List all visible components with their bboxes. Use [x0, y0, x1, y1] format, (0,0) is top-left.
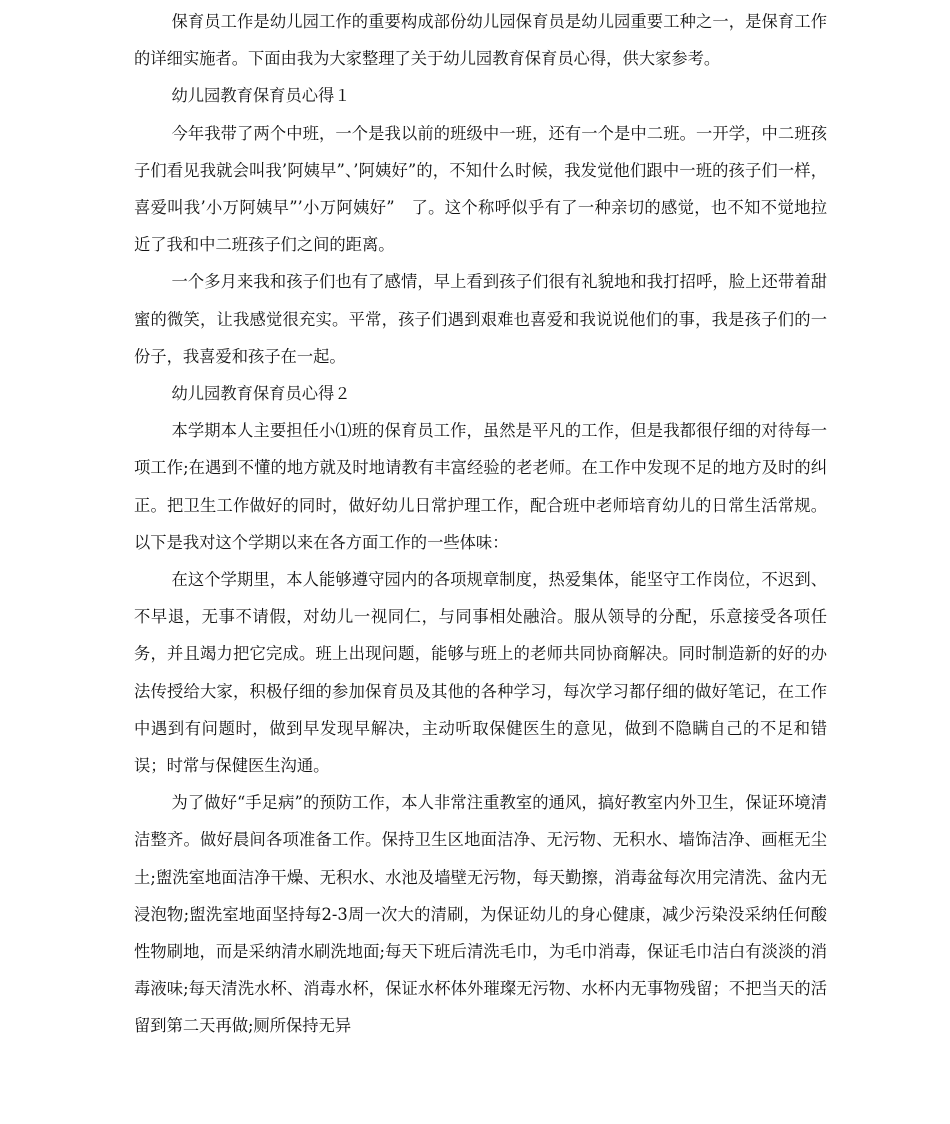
paragraph-4: 在这个学期里，本人能够遵守园内的各项规章制度，热爱集体，能坚守工作岗位，不迟到、不早退，无事不请假，对幼儿一视同仁，与同事相处融洽。服从领导的分配，乐意接受各项任务，并且竭力把它完成。班上出现问题，能够与班上的老师共同协商解决。同时制造新的好的办法传授给大家，积极仔细的参加保育员及其他的各种学习，每次学习都仔细的做好笔记，在工作中遇到有问题时，做到早发现早解决，主动听取保健医生的意见，做到不隐瞒自己的不足和错误；时常与保健医生沟通。: [134, 570, 827, 776]
section-heading-2: 幼儿园教育保育员心得２: [171, 384, 351, 404]
paragraph-2: 一个多月来我和孩子们也有了感情，早上看到孩子们很有礼貌地和我打招呼，脸上还带着甜蜜的微笑，让我感觉很充实。平常，孩子们遇到艰难也喜爱和我说说他们的事，我是孩子们的一份子，我喜爱和孩子在一起。: [134, 272, 827, 366]
intro-paragraph: 保育员工作是幼儿园工作的重要构成部份幼儿园保育员是幼儿园重要工种之一，是保育工作的详细实施者。下面由我为大家整理了关于幼儿园教育保育员心得，供大家参考。: [134, 12, 827, 69]
paragraph-5: 为了做好“手足病”的预防工作，本人非常注重教室的通风，搞好教室内外卫生，保证环境清洁整齐。做好晨间各项准备工作。保持卫生区地面洁净、无污物、无积水、墙饰洁净、画框无尘土;盥洗室地面洁净干燥、无积水、水池及墙壁无污物，每天勤擦，消毒盆每次用完清洗、盆内无浸泡物;盥洗室地面坚持每2-3周一次大的清刷，为保证幼儿的身心健康，减少污染没采纳任何酸性物刷地，而是采纳清水刷洗地面;每天下班后清洗毛巾，为毛巾消毒，保证毛巾洁白有淡淡的消毒液味;每天清洗水杯、消毒水杯，保证水杯体外璀璨无污物、水杯内无事物残留；不把当天的活留到第二天再做;厕所保持无异: [134, 793, 827, 1036]
paragraph-3: 本学期本人主要担任小⑴班的保育员工作，虽然是平凡的工作，但是我都很仔细的对待每一项工作;在遇到不懂的地方就及时地请教有丰富经验的老老师。在工作中发现不足的地方及时的纠正。把卫生工作做好的同时，做好幼儿日常护理工作，配合班中老师培育幼儿的日常生活常规。以下是我对这个学期以来在各方面工作的一些体味：: [134, 421, 827, 552]
paragraph-1: 今年我带了两个中班，一个是我以前的班级中一班，还有一个是中二班。一开学，中二班孩子们看见我就会叫我’阿姨早”、’阿姨好”的，不知什么时候，我发觉他们跟中一班的孩子们一样，喜爱叫我’小万阿姨早”’小万阿姨好” 了。这个称呼似乎有了一种亲切的感觉，也不知不觉地拉近了我和中二班孩子们之间的距离。: [134, 123, 827, 255]
section-heading-1: 幼儿园教育保育员心得１: [171, 86, 351, 106]
document-page: [134, 3, 827, 1045]
